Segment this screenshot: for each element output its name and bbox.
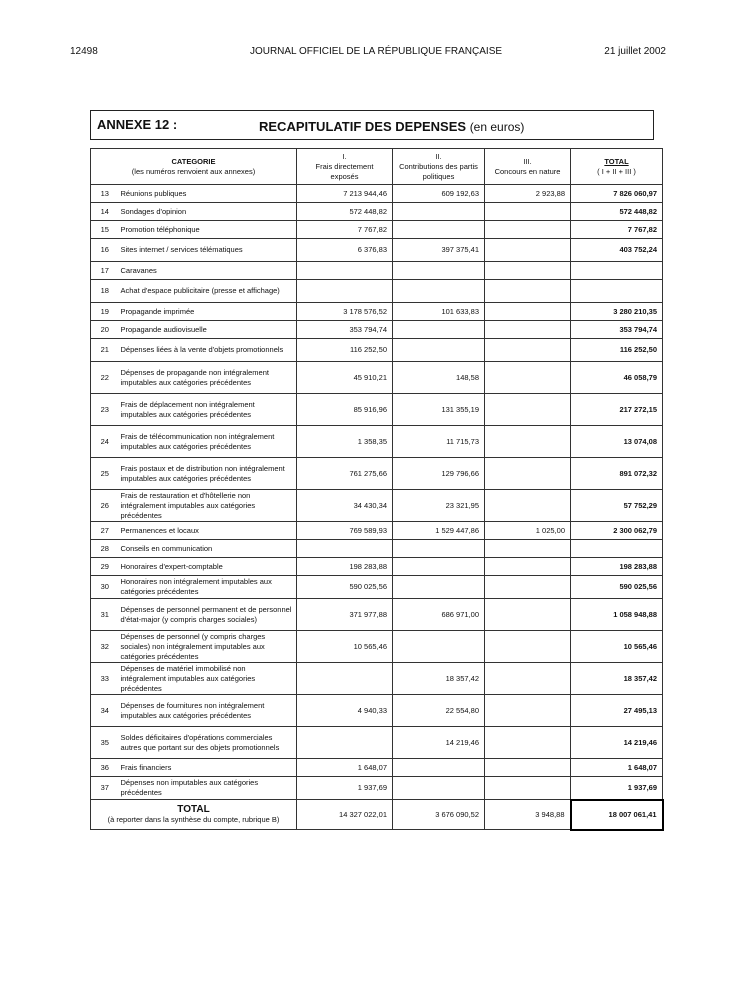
row-in-kind — [485, 221, 571, 239]
row-number: 33 — [91, 663, 119, 695]
row-in-kind — [485, 540, 571, 558]
annex-title — [259, 119, 524, 134]
row-in-kind — [485, 362, 571, 394]
row-total: 1 648,07 — [571, 759, 663, 777]
table-row — [91, 576, 663, 599]
row-in-kind — [485, 280, 571, 303]
row-number: 30 — [91, 576, 119, 599]
row-party-contributions — [393, 631, 485, 663]
row-direct-costs: 1 648,07 — [297, 759, 393, 777]
table-row — [91, 303, 663, 321]
row-number: 27 — [91, 522, 119, 540]
table-row — [91, 221, 663, 239]
row-party-contributions: 22 554,80 — [393, 695, 485, 727]
row-total: 13 074,08 — [571, 426, 663, 458]
row-in-kind — [485, 321, 571, 339]
row-total — [571, 540, 663, 558]
row-number: 13 — [91, 185, 119, 203]
row-party-contributions: 18 357,42 — [393, 663, 485, 695]
row-category: Promotion téléphonique — [119, 221, 297, 239]
row-number: 34 — [91, 695, 119, 727]
row-direct-costs — [297, 540, 393, 558]
row-party-contributions: 14 219,46 — [393, 727, 485, 759]
row-total: 14 219,46 — [571, 727, 663, 759]
row-total: 27 495,13 — [571, 695, 663, 727]
row-category: Dépenses de personnel permanent et de personnel d'état-major (y compris charges sociales) — [119, 599, 297, 631]
table-body — [91, 185, 663, 800]
row-in-kind: 1 025,00 — [485, 522, 571, 540]
publication-date: 21 juillet 2002 — [604, 46, 666, 57]
table-row — [91, 203, 663, 221]
row-category: Sites internet / services télématiques — [119, 239, 297, 262]
row-in-kind — [485, 759, 571, 777]
row-total — [571, 280, 663, 303]
row-total: 353 794,74 — [571, 321, 663, 339]
table-row — [91, 458, 663, 490]
grand-total: 18 007 061,41 — [571, 800, 663, 830]
row-category: Achat d'espace publicitaire (presse et affichage) — [119, 280, 297, 303]
row-party-contributions: 686 971,00 — [393, 599, 485, 631]
total-row-col2: 3 676 090,52 — [393, 800, 485, 830]
row-party-contributions: 101 633,83 — [393, 303, 485, 321]
row-party-contributions — [393, 221, 485, 239]
row-category: Frais financiers — [119, 759, 297, 777]
row-category: Réunions publiques — [119, 185, 297, 203]
category-header — [91, 149, 297, 185]
row-direct-costs: 1 358,35 — [297, 426, 393, 458]
row-in-kind — [485, 777, 571, 800]
row-in-kind — [485, 339, 571, 362]
row-party-contributions — [393, 540, 485, 558]
annex-unit: (en euros) — [469, 120, 525, 134]
row-in-kind — [485, 631, 571, 663]
table-row — [91, 777, 663, 800]
row-in-kind — [485, 663, 571, 695]
row-in-kind — [485, 599, 571, 631]
table-row — [91, 540, 663, 558]
row-category: Conseils en communication — [119, 540, 297, 558]
annex-title-text: RECAPITULATIF DES DEPENSES — [259, 119, 467, 134]
row-total: 7 767,82 — [571, 221, 663, 239]
row-number: 15 — [91, 221, 119, 239]
col1-label: Frais directement exposés — [315, 161, 374, 181]
row-category: Dépenses de matériel immobilisé non intégralement imputables aux catégories précédentes — [119, 663, 297, 695]
row-party-contributions — [393, 280, 485, 303]
row-category: Dépenses non imputables aux catégories précédentes — [119, 777, 297, 800]
row-number: 24 — [91, 426, 119, 458]
col3-label: Concours en nature — [494, 166, 561, 176]
row-total: 3 280 210,35 — [571, 303, 663, 321]
row-party-contributions — [393, 777, 485, 800]
total-row-note: (à reporter dans la synthèse du compte, rubrique B) — [107, 814, 280, 824]
table-row — [91, 426, 663, 458]
row-total: 57 752,29 — [571, 490, 663, 522]
table-row — [91, 631, 663, 663]
row-direct-costs — [297, 262, 393, 280]
row-number: 29 — [91, 558, 119, 576]
row-in-kind — [485, 558, 571, 576]
row-category: Propagande imprimée — [119, 303, 297, 321]
row-category: Frais de télécommunication non intégralement imputables aux catégories précédentes — [119, 426, 297, 458]
row-in-kind — [485, 262, 571, 280]
row-total: 198 283,88 — [571, 558, 663, 576]
table-row — [91, 727, 663, 759]
row-category: Caravanes — [119, 262, 297, 280]
row-category: Dépenses de fournitures non intégralement imputables aux catégories précédentes — [119, 695, 297, 727]
col1-num: I. — [342, 151, 347, 161]
total-header — [571, 149, 663, 185]
row-total: 1 937,69 — [571, 777, 663, 800]
row-direct-costs — [297, 663, 393, 695]
row-total: 891 072,32 — [571, 458, 663, 490]
row-in-kind — [485, 303, 571, 321]
row-category: Permanences et locaux — [119, 522, 297, 540]
row-in-kind — [485, 203, 571, 221]
row-number: 18 — [91, 280, 119, 303]
row-in-kind: 2 923,88 — [485, 185, 571, 203]
row-direct-costs: 3 178 576,52 — [297, 303, 393, 321]
row-direct-costs: 761 275,66 — [297, 458, 393, 490]
row-party-contributions: 23 321,95 — [393, 490, 485, 522]
row-number: 23 — [91, 394, 119, 426]
row-party-contributions — [393, 321, 485, 339]
col2-label: Contributions des partis politiques — [399, 161, 478, 181]
row-direct-costs: 353 794,74 — [297, 321, 393, 339]
row-number: 16 — [91, 239, 119, 262]
row-direct-costs: 590 025,56 — [297, 576, 393, 599]
row-in-kind — [485, 458, 571, 490]
row-party-contributions: 148,58 — [393, 362, 485, 394]
row-direct-costs: 116 252,50 — [297, 339, 393, 362]
row-total: 7 826 060,97 — [571, 185, 663, 203]
table-row — [91, 599, 663, 631]
row-direct-costs: 7 213 944,46 — [297, 185, 393, 203]
row-total: 10 565,46 — [571, 631, 663, 663]
row-in-kind — [485, 426, 571, 458]
journal-title: JOURNAL OFFICIEL DE LA RÉPUBLIQUE FRANÇAISE — [249, 46, 503, 57]
table-row — [91, 759, 663, 777]
col3-num: III. — [523, 156, 532, 166]
row-category: Soldes déficitaires d'opérations commerciales autres que portant sur des objets promotionnels — [119, 727, 297, 759]
row-number: 14 — [91, 203, 119, 221]
col2-header — [393, 149, 485, 185]
row-total: 572 448,82 — [571, 203, 663, 221]
total-label: TOTAL — [604, 156, 629, 166]
table-row — [91, 663, 663, 695]
table-row — [91, 239, 663, 262]
total-row-col1: 14 327 022,01 — [297, 800, 393, 830]
row-number: 31 — [91, 599, 119, 631]
total-row-label — [91, 800, 297, 830]
row-in-kind — [485, 239, 571, 262]
row-number: 21 — [91, 339, 119, 362]
row-party-contributions — [393, 558, 485, 576]
row-direct-costs: 4 940,33 — [297, 695, 393, 727]
row-direct-costs: 572 448,82 — [297, 203, 393, 221]
row-total: 46 058,79 — [571, 362, 663, 394]
total-row — [91, 800, 663, 830]
row-party-contributions: 1 529 447,86 — [393, 522, 485, 540]
row-direct-costs: 7 767,82 — [297, 221, 393, 239]
row-number: 17 — [91, 262, 119, 280]
col3-header — [485, 149, 571, 185]
row-party-contributions — [393, 759, 485, 777]
table-row — [91, 262, 663, 280]
row-number: 19 — [91, 303, 119, 321]
row-direct-costs: 10 565,46 — [297, 631, 393, 663]
row-category: Honoraires d'expert-comptable — [119, 558, 297, 576]
row-category: Dépenses liées à la vente d'objets promotionnels — [119, 339, 297, 362]
page-number: 12498 — [70, 46, 98, 57]
table-row — [91, 522, 663, 540]
row-direct-costs — [297, 280, 393, 303]
row-number: 26 — [91, 490, 119, 522]
row-category: Honoraires non intégralement imputables aux catégories précédentes — [119, 576, 297, 599]
row-direct-costs: 198 283,88 — [297, 558, 393, 576]
annex-label: ANNEXE 12 : — [97, 117, 178, 132]
category-note: (les numéros renvoient aux annexes) — [131, 166, 256, 176]
row-number: 37 — [91, 777, 119, 800]
row-in-kind — [485, 490, 571, 522]
row-category: Frais de restauration et d'hôtellerie non intégralement imputables aux catégories précédentes — [119, 490, 297, 522]
table-row — [91, 490, 663, 522]
row-party-contributions: 11 715,73 — [393, 426, 485, 458]
row-in-kind — [485, 576, 571, 599]
row-party-contributions: 397 375,41 — [393, 239, 485, 262]
total-row-col3: 3 948,88 — [485, 800, 571, 830]
row-number: 25 — [91, 458, 119, 490]
row-direct-costs — [297, 727, 393, 759]
row-party-contributions — [393, 339, 485, 362]
total-row-title: TOTAL — [177, 803, 210, 815]
row-party-contributions: 129 796,66 — [393, 458, 485, 490]
category-title: CATEGORIE — [171, 156, 216, 166]
row-category: Dépenses de propagande non intégralement imputables aux catégories précédentes — [119, 362, 297, 394]
row-party-contributions — [393, 576, 485, 599]
row-category: Frais de déplacement non intégralement imputables aux catégories précédentes — [119, 394, 297, 426]
expenses-table — [90, 148, 664, 831]
table-row — [91, 394, 663, 426]
total-formula: ( I + II + III ) — [597, 166, 636, 176]
row-direct-costs: 371 977,88 — [297, 599, 393, 631]
row-category: Sondages d'opinion — [119, 203, 297, 221]
row-category: Frais postaux et de distribution non intégralement imputables aux catégories précédentes — [119, 458, 297, 490]
row-category: Dépenses de personnel (y compris charges sociales) non intégralement imputables aux catégories précédentes — [119, 631, 297, 663]
table-row — [91, 280, 663, 303]
row-party-contributions — [393, 262, 485, 280]
row-party-contributions: 609 192,63 — [393, 185, 485, 203]
row-direct-costs: 6 376,83 — [297, 239, 393, 262]
table-row — [91, 558, 663, 576]
row-category: Propagande audiovisuelle — [119, 321, 297, 339]
table-row — [91, 339, 663, 362]
row-direct-costs: 45 910,21 — [297, 362, 393, 394]
row-direct-costs: 769 589,93 — [297, 522, 393, 540]
table-row — [91, 695, 663, 727]
row-number: 28 — [91, 540, 119, 558]
table-row — [91, 321, 663, 339]
row-direct-costs: 85 916,96 — [297, 394, 393, 426]
row-number: 35 — [91, 727, 119, 759]
table-row — [91, 362, 663, 394]
row-in-kind — [485, 695, 571, 727]
row-number: 36 — [91, 759, 119, 777]
row-party-contributions: 131 355,19 — [393, 394, 485, 426]
row-number: 32 — [91, 631, 119, 663]
annex-header — [90, 110, 654, 140]
row-total: 116 252,50 — [571, 339, 663, 362]
row-in-kind — [485, 727, 571, 759]
row-total: 18 357,42 — [571, 663, 663, 695]
row-total: 1 058 948,88 — [571, 599, 663, 631]
row-total: 403 752,24 — [571, 239, 663, 262]
row-in-kind — [485, 394, 571, 426]
col2-num: II. — [435, 151, 442, 161]
row-number: 20 — [91, 321, 119, 339]
row-party-contributions — [393, 203, 485, 221]
row-number: 22 — [91, 362, 119, 394]
row-total: 217 272,15 — [571, 394, 663, 426]
row-total: 590 025,56 — [571, 576, 663, 599]
table-header-row — [91, 149, 663, 185]
row-direct-costs: 34 430,34 — [297, 490, 393, 522]
row-total: 2 300 062,79 — [571, 522, 663, 540]
row-direct-costs: 1 937,69 — [297, 777, 393, 800]
col1-header — [297, 149, 393, 185]
table-row — [91, 185, 663, 203]
row-total — [571, 262, 663, 280]
